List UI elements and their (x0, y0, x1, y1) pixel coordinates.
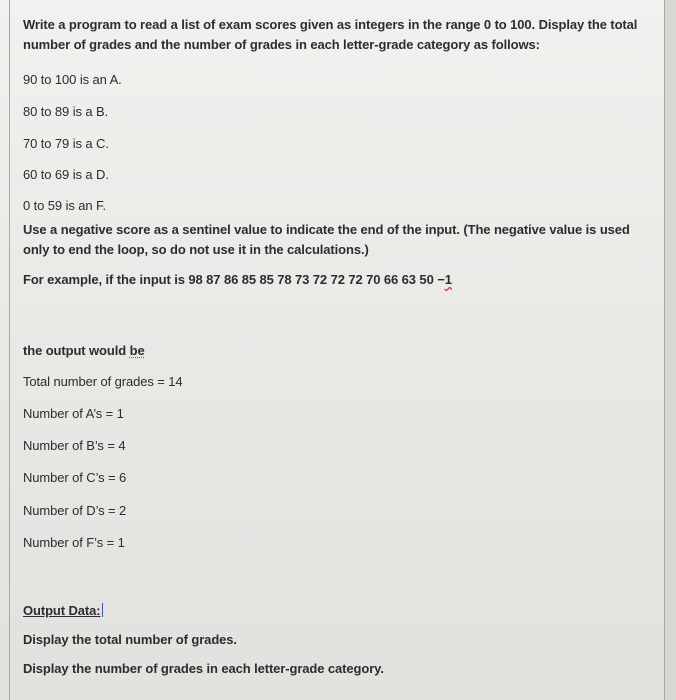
result-count-d: Number of D’s = 2 (23, 503, 127, 518)
intro-line-1: Write a program to read a list of exam scores given as integers in the range 0 to 100. Display the total (23, 17, 638, 32)
result-count-c: Number of C’s = 6 (23, 470, 127, 485)
result-count-a: Number of A’s = 1 (23, 406, 124, 421)
example-sentinel-digit: 1 (444, 272, 452, 287)
text-cursor (102, 603, 103, 617)
grade-range-c: 70 to 79 is a C. (23, 136, 109, 151)
page-margin-right (665, 0, 676, 700)
intro-line-2: number of grades and the number of grades in each letter-grade category as follows: (23, 37, 540, 52)
output-data-item-2: Display the number of grades in each letter-grade category. (23, 661, 384, 676)
page-border-left (9, 0, 10, 700)
result-total: Total number of grades = 14 (23, 374, 183, 389)
output-data-heading: Output Data: (23, 603, 101, 618)
result-count-f: Number of F’s = 1 (23, 535, 125, 550)
sentinel-line-1: Use a negative score as a sentinel value to indicate the end of the input. (The negative value is used (23, 222, 630, 237)
output-intro-underlined: be (129, 343, 145, 358)
example-input-text: For example, if the input is 98 87 86 85 85 78 73 72 72 72 70 66 63 50 − (23, 272, 445, 287)
sentinel-line-2: only to end the loop, so do not use it in the calculations.) (23, 242, 369, 257)
output-intro-text: the output would (23, 343, 130, 358)
output-data-item-1: Display the total number of grades. (23, 632, 237, 647)
result-count-b: Number of B’s = 4 (23, 438, 126, 453)
example-input-line (23, 272, 452, 287)
output-data-heading-line (23, 603, 103, 618)
grade-range-d: 60 to 69 is a D. (23, 167, 109, 182)
grade-range-f: 0 to 59 is an F. (23, 198, 106, 213)
grade-range-a: 90 to 100 is an A. (23, 72, 122, 87)
output-intro-line (23, 343, 145, 358)
grade-range-b: 80 to 89 is a B. (23, 104, 109, 119)
